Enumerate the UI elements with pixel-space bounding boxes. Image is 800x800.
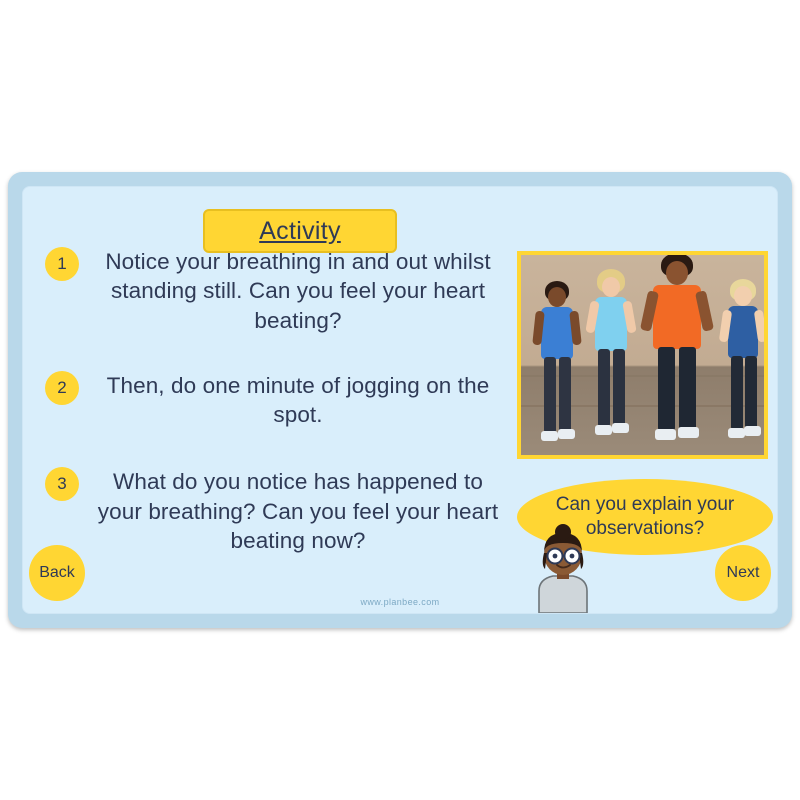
activity-photo (517, 251, 768, 459)
shoe-left (728, 428, 745, 438)
shoe-right (678, 427, 699, 438)
shoe-left (655, 429, 676, 440)
leg-left (544, 357, 556, 433)
footer-url: www.planbee.com (360, 597, 440, 607)
activity-steps-list (31, 247, 511, 553)
back-button[interactable]: Back (29, 545, 85, 601)
shoe-left (541, 431, 558, 441)
photo-child-2 (583, 269, 639, 449)
slide-content (22, 186, 778, 614)
photo-child-4 (717, 277, 768, 449)
step-text: What do you notice has happened to your breathing? Can you feel your heart beating now? (97, 469, 499, 553)
step-number-badge: 1 (45, 247, 79, 281)
speech-bubble-text: Can you explain your observations? (555, 494, 735, 539)
page-title: Activity (259, 216, 341, 245)
shoe-right (558, 429, 575, 439)
list-item (31, 371, 511, 430)
list-item (31, 467, 511, 555)
leg-right (679, 347, 696, 431)
head (548, 287, 566, 307)
leg-left (658, 347, 675, 431)
step-number-badge: 3 (45, 467, 79, 501)
leg-right (613, 349, 625, 427)
shoe-right (612, 423, 629, 433)
list-item (31, 247, 511, 335)
next-button[interactable]: Next (715, 545, 771, 601)
leg-left (598, 349, 610, 427)
head (666, 261, 688, 285)
step-number-badge: 2 (45, 371, 79, 405)
slide-frame (8, 172, 792, 628)
photo-child-3 (641, 253, 713, 449)
photo-child-1 (531, 279, 583, 449)
head (602, 277, 620, 297)
leg-left (731, 356, 743, 430)
leg-right (559, 357, 571, 433)
step-text: Then, do one minute of jogging on the spot. (106, 372, 490, 427)
leg-right (745, 356, 757, 430)
shoe-left (595, 425, 612, 435)
shirt (541, 307, 573, 359)
shirt (653, 285, 701, 349)
step-text: Notice your breathing in and out whilst standing still. Can you feel your heart beating? (105, 249, 491, 333)
head (734, 286, 752, 306)
shoe-right (744, 426, 761, 436)
